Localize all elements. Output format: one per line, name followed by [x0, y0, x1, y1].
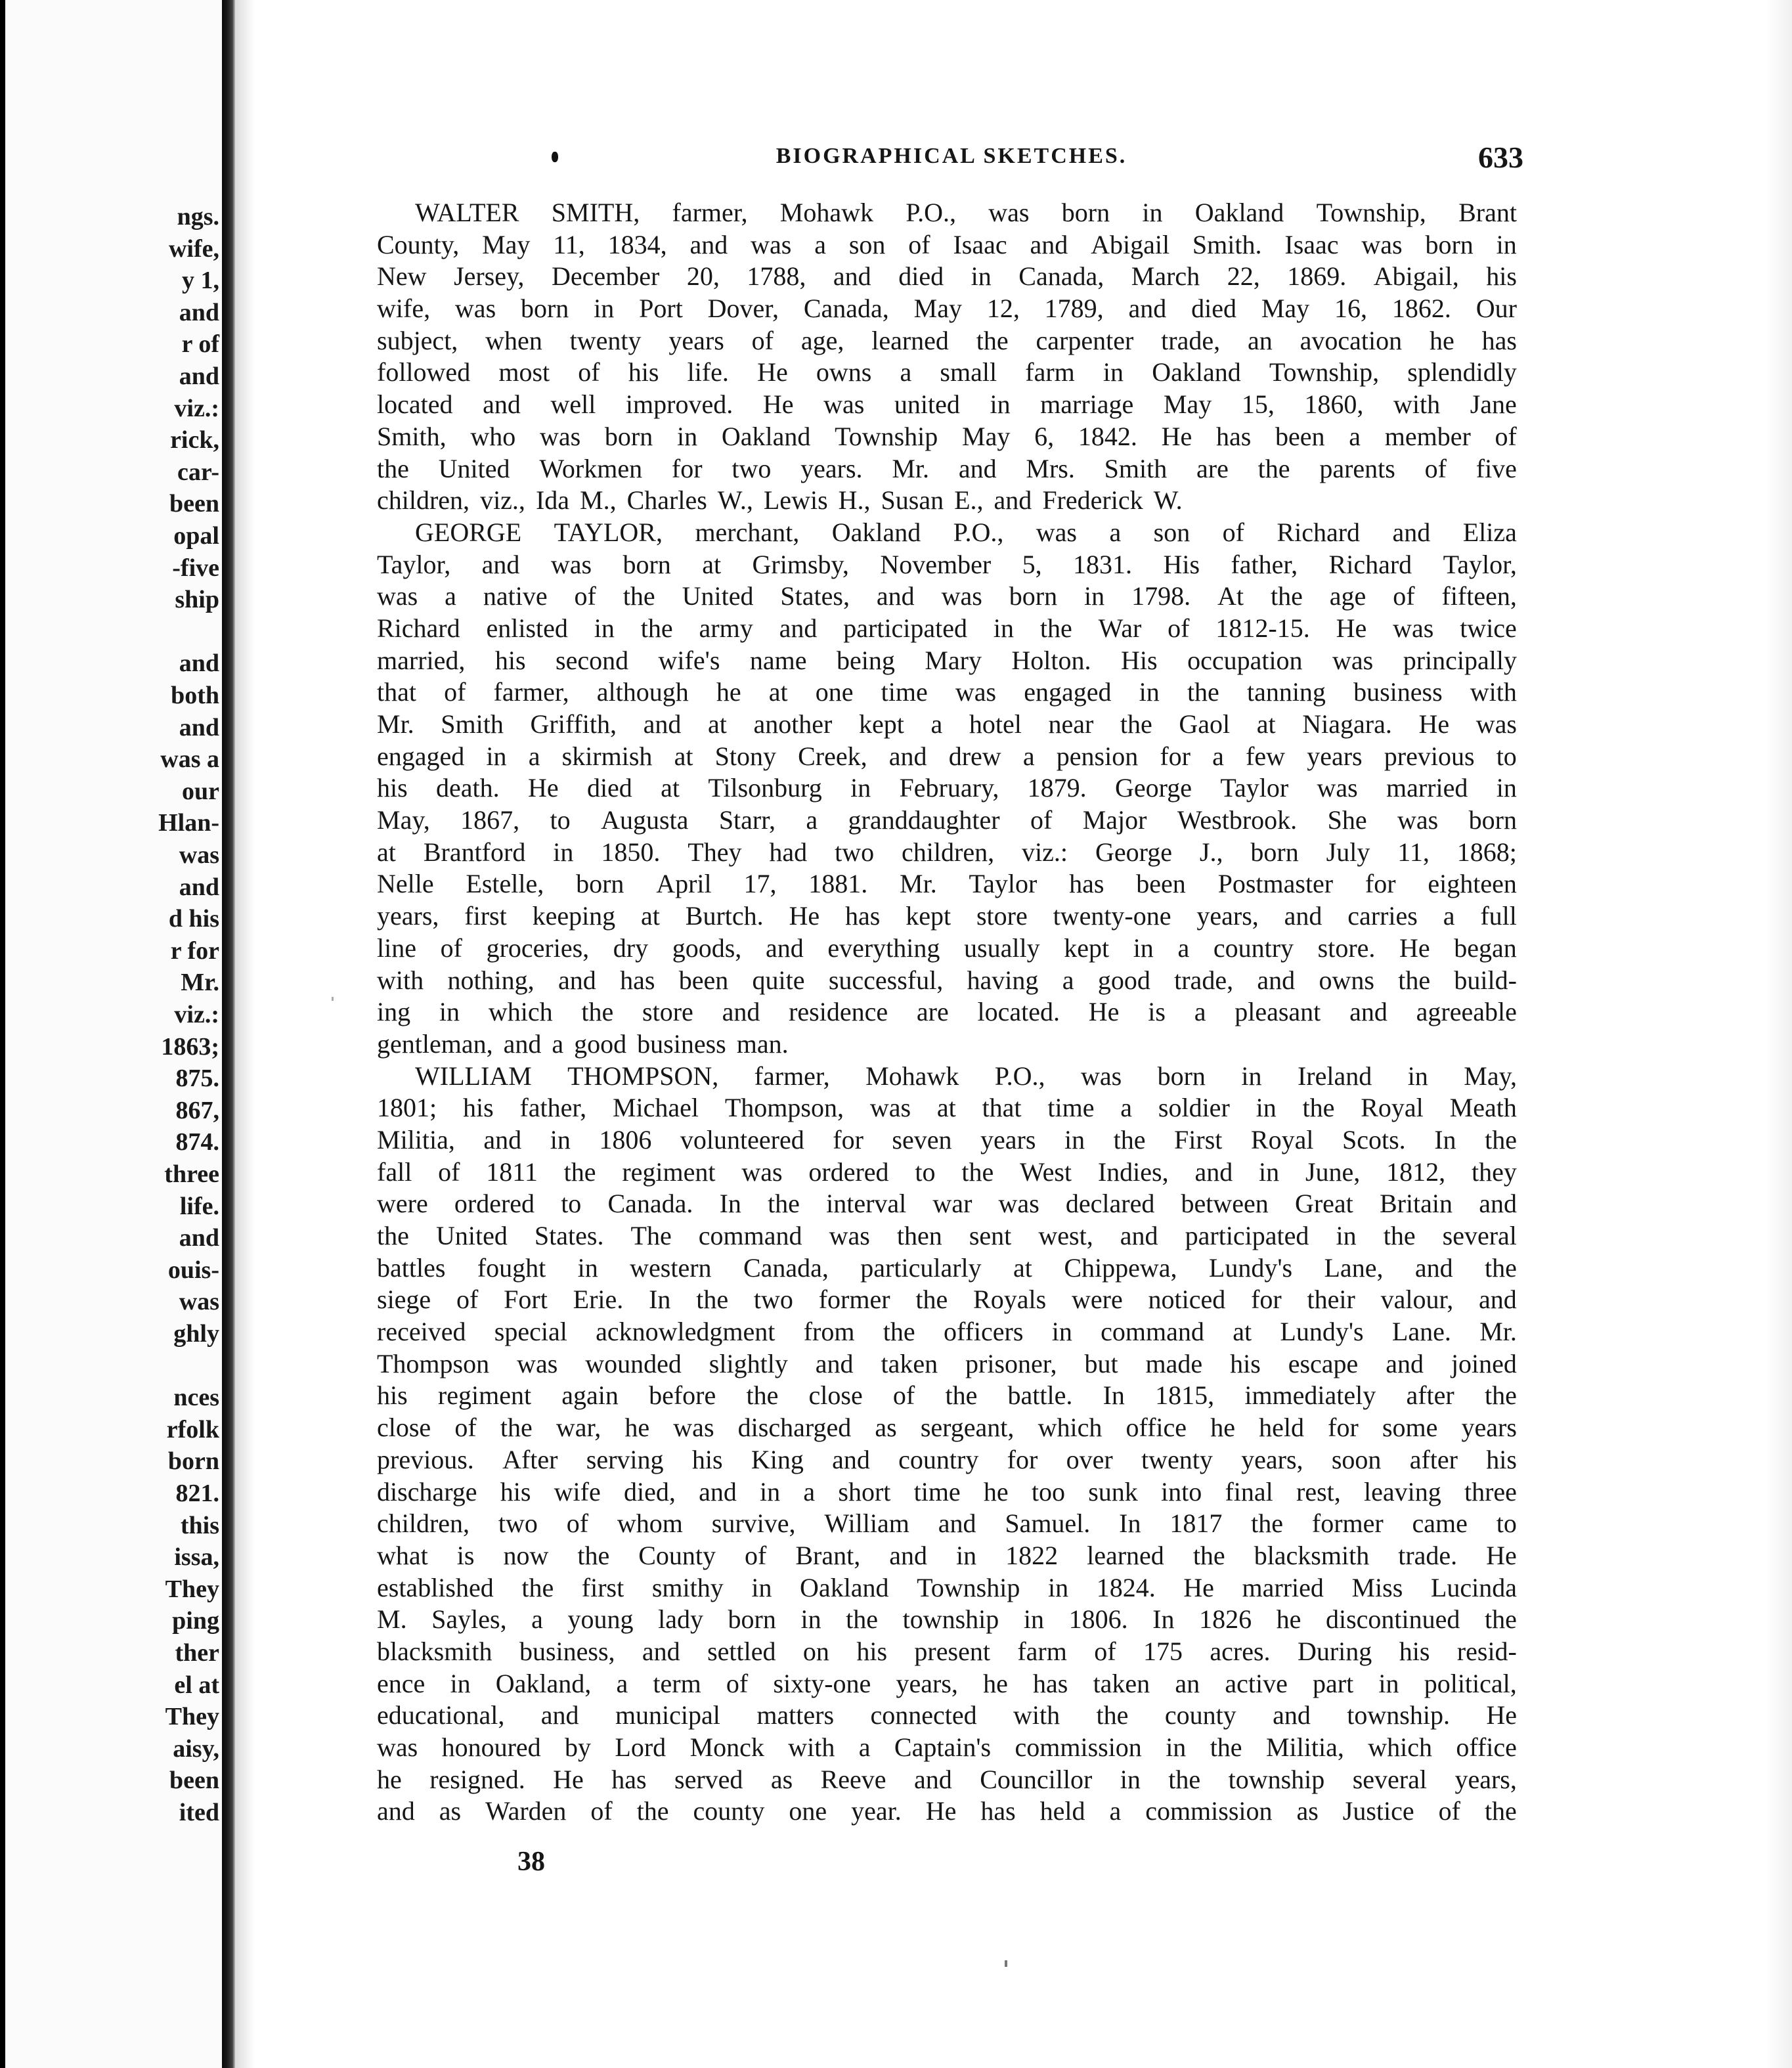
facing-page-line: nces [173, 1384, 219, 1412]
text-line: what is now the County of Brant, and in 1822 learned the blacksmith trade. He [377, 1540, 1517, 1570]
facing-page-line: el at [174, 1671, 219, 1699]
text-line: children, viz., Ida M., Charles W., Lewis H., Susan E., and Frederick W. [377, 485, 1183, 516]
text-line: Nelle Estelle, born April 17, 1881. Mr. Taylor has been Postmaster for eighteen [377, 869, 1517, 899]
facing-page-line: aisy, [173, 1734, 219, 1763]
text-line: discharge his wife died, and in a short time he too sunk into final rest, leaving three [377, 1476, 1517, 1507]
text-line: battles fought in western Canada, particularly at Chippewa, Lundy's Lane, and the [377, 1252, 1517, 1283]
text-line: he resigned. He has served as Reeve and Councillor in the township several years, [377, 1764, 1517, 1794]
page-body [377, 197, 1517, 1828]
biography-paragraph [377, 1061, 1517, 1828]
facing-page-line: wife, [168, 234, 219, 263]
text-line: his regiment again before the close of the battle. In 1815, immediately after the [377, 1380, 1517, 1411]
text-line: close of the war, he was discharged as sergeant, which office he held for some years [377, 1413, 1517, 1443]
text-line: subject, when twenty years of age, learned the carpenter trade, an avocation he has [377, 325, 1517, 355]
facing-page-line: this [180, 1511, 219, 1539]
facing-page-line: ship [175, 586, 219, 614]
facing-page-line: and [179, 649, 219, 678]
text-line: Richard enlisted in the army and participated in the War of 1812-15. He was twice [377, 613, 1517, 643]
facing-page-line: Hlan- [158, 809, 219, 837]
facing-page-line: They [165, 1703, 219, 1731]
facing-page-line: -five [172, 554, 219, 582]
facing-page-line: 867, [175, 1096, 219, 1124]
facing-page-line: been [169, 1767, 219, 1795]
facing-page-line: rfolk [166, 1415, 219, 1443]
facing-page-line: viz.: [174, 394, 219, 422]
text-line: at Brantford in 1850. They had two children, viz.: George J., born July 11, 1868; [377, 837, 1517, 867]
text-line: May, 1867, to Augusta Starr, a granddaughter of Major Westbrook. She was born [377, 805, 1517, 835]
text-line: Smith, who was born in Oakland Township May 6, 1842. He has been a member of [377, 421, 1517, 451]
text-line: children, two of whom survive, William and Samuel. In 1817 the former came to [377, 1508, 1517, 1539]
text-line: the United States. The command was then sent west, and participated in the several [377, 1221, 1517, 1250]
facing-page-line: and [179, 298, 219, 326]
text-line: wife, was born in Port Dover, Canada, May 12, 1789, and died May 16, 1862. Our [377, 294, 1517, 324]
facing-page-line: Mr. [181, 969, 219, 997]
text-line: ing in which the store and residence are located. He is a pleasant and agreeable [377, 997, 1517, 1027]
text-line: 1801; his father, Michael Thompson, was at that time a soldier in the Royal Meath [377, 1093, 1517, 1123]
page-header [380, 140, 1523, 179]
facing-page-line: was [179, 1288, 219, 1316]
text-line: were ordered to Canada. In the interval war was declared between Great Britain and [377, 1189, 1517, 1219]
scanner-edge [0, 0, 5, 2068]
facing-page-line: d his [168, 905, 219, 933]
text-line: County, May 11, 1834, and was a son of Isaac and Abigail Smith. Isaac was born in [377, 229, 1517, 259]
text-line: M. Sayles, a young lady born in the township in 1806. In 1826 he discontinued the [377, 1604, 1517, 1635]
text-line: established the first smithy in Oakland Township in 1824. He married Miss Lucinda [377, 1572, 1517, 1602]
text-line: GEORGE TAYLOR, merchant, Oakland P.O., was a son of Richard and Eliza [415, 517, 1517, 547]
print-speck [332, 997, 334, 1001]
facing-page-line: r of [181, 330, 219, 359]
text-line: received special acknowledgment from the officers in command at Lundy's Lane. Mr. [377, 1317, 1517, 1347]
facing-page-line: 1863; [161, 1032, 219, 1061]
text-line: the United Workmen for two years. Mr. and Mrs. Smith are the parents of five [377, 453, 1517, 483]
facing-page-line: ouis- [167, 1256, 219, 1284]
text-line: blacksmith business, and settled on his present farm of 175 acres. During his resid- [377, 1636, 1517, 1666]
facing-page-line: was a [160, 745, 219, 774]
text-line: Militia, and in 1806 volunteered for seven years in the First Royal Scots. In the [377, 1124, 1517, 1155]
facing-page-line: and [179, 873, 219, 901]
facing-page-line: three [164, 1160, 219, 1188]
text-line: and as Warden of the county one year. He has held a commission as Justice of the [377, 1796, 1517, 1826]
text-line: ence in Oakland, a term of sixty-one years, he has taken an active part in political, [377, 1668, 1517, 1698]
facing-page-line: been [169, 490, 219, 518]
text-line: WILLIAM THOMPSON, farmer, Mohawk P.O., was born in Ireland in May, [415, 1061, 1517, 1091]
text-line: married, his second wife's name being Mary Holton. His occupation was principally [377, 645, 1517, 675]
biography-paragraph [377, 517, 1517, 1061]
facing-page-line: was [179, 841, 219, 869]
text-line: his death. He died at Tilsonburg in February, 1879. George Taylor was married in [377, 773, 1517, 803]
text-line: was honoured by Lord Monck with a Captain's commission in the Militia, which office [377, 1732, 1517, 1762]
facing-page-line: and [179, 713, 219, 741]
text-line: siege of Fort Erie. In the two former the Royals were noticed for their valour, and [377, 1285, 1517, 1315]
facing-page-fragment [5, 0, 222, 2068]
facing-page-line: ited [179, 1799, 219, 1826]
facing-page-line: issa, [174, 1543, 219, 1572]
text-line: with nothing, and has been quite successful, having a good trade, and owns the build- [377, 965, 1517, 995]
text-line: previous. After serving his King and country for over twenty years, soon after his [377, 1444, 1517, 1474]
facing-page-line: 875. [175, 1065, 219, 1093]
running-head: BIOGRAPHICAL SKETCHES. [776, 144, 1127, 168]
page-number: 633 [1478, 141, 1523, 174]
facing-page-line: ther [175, 1639, 219, 1667]
biography-paragraph [377, 197, 1517, 517]
text-line: WALTER SMITH, farmer, Mohawk P.O., was born in Oakland Township, Brant [415, 198, 1517, 227]
facing-page-line: both [171, 682, 219, 709]
facing-page-line: our [182, 777, 219, 805]
text-line: followed most of his life. He owns a small farm in Oakland Township, splendidly [377, 357, 1517, 387]
facing-page-line: They [165, 1575, 219, 1603]
text-line: educational, and municipal matters connected with the county and township. He [377, 1700, 1517, 1730]
text-line: years, first keeping at Burtch. He has kept store twenty-one years, and carries a full [377, 901, 1517, 931]
facing-page-line: and [179, 1224, 219, 1252]
facing-page-line: life. [179, 1192, 219, 1220]
facing-page-line: ghly [173, 1320, 219, 1348]
text-line: Thompson was wounded slightly and taken prisoner, but made his escape and joined [377, 1348, 1517, 1378]
text-line: was a native of the United States, and was born in 1798. At the age of fifteen, [377, 581, 1517, 611]
text-line: Taylor, and was born at Grimsby, November 5, 1831. His father, Richard Taylor, [377, 549, 1517, 579]
book-gutter [222, 0, 235, 2068]
facing-page-line: 821. [175, 1480, 219, 1507]
gutter-shadow [235, 0, 255, 2068]
facing-page-line: rick, [170, 426, 219, 454]
text-line: that of farmer, although he at one time was engaged in the tanning business with [377, 677, 1517, 707]
text-line: New Jersey, December 20, 1788, and died in Canada, March 22, 1869. Abigail, his [377, 261, 1517, 292]
facing-page-line: r for [170, 936, 219, 965]
facing-page-line: ngs. [177, 203, 219, 231]
text-line: gentleman, and a good business man. [377, 1028, 789, 1059]
text-line: engaged in a skirmish at Stony Creek, and drew a pension for a few years previous to [377, 741, 1517, 771]
facing-page-line: 874. [175, 1128, 219, 1156]
facing-page-line: born [167, 1447, 219, 1476]
text-line: line of groceries, dry goods, and everything usually kept in a country store. He began [377, 933, 1517, 963]
text-line: Mr. Smith Griffith, and at another kept a hotel near the Gaol at Niagara. He was [377, 709, 1517, 739]
facing-page-line: ping [172, 1607, 219, 1635]
facing-page-line: opal [173, 522, 219, 550]
facing-page-line: car- [177, 458, 219, 486]
text-line: fall of 1811 the regiment was ordered to the West Indies, and in June, 1812, they [377, 1156, 1517, 1187]
facing-page-line: y 1, [182, 267, 219, 295]
page-edge [1766, 0, 1792, 2068]
print-speck [1005, 1960, 1007, 1967]
signature-mark: 38 [517, 1847, 545, 1877]
facing-page-line: viz.: [174, 1001, 219, 1028]
facing-page-line: and [179, 363, 219, 390]
text-line: located and well improved. He was united in marriage May 15, 1860, with Jane [377, 389, 1517, 420]
